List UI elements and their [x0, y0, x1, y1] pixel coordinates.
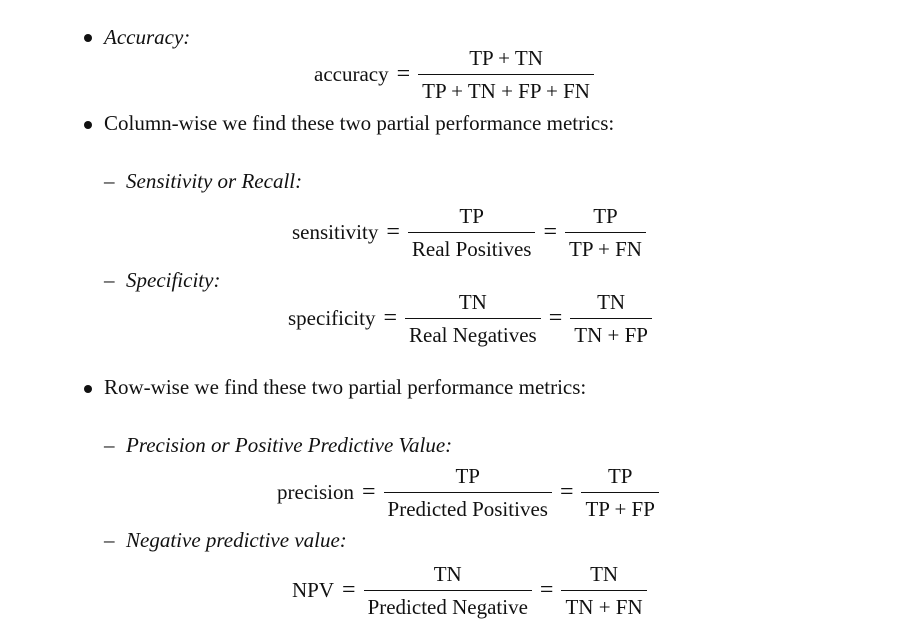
sensitivity-formula [292, 200, 646, 264]
dash-marker: – [104, 268, 115, 292]
column-wise-text: Column-wise we find these two partial performance metrics: [104, 111, 615, 135]
denominator: TN + FN [561, 590, 646, 620]
denominator: Predicted Positives [384, 492, 552, 522]
formula-lhs: precision [277, 479, 354, 504]
denominator: TP + TN + FP + FN [418, 74, 594, 104]
fraction [570, 289, 652, 348]
specificity-heading: Specificity: [126, 268, 221, 292]
dash-marker: – [104, 169, 115, 193]
numerator: TN [590, 561, 619, 586]
equals-sign: = [383, 304, 398, 331]
denominator: TP + FP [581, 492, 658, 522]
equals-sign: = [559, 478, 574, 505]
fraction [405, 289, 541, 348]
equals-sign: = [386, 218, 400, 245]
bullet-marker [84, 34, 92, 42]
accuracy-heading: Accuracy: [104, 25, 191, 49]
fraction [384, 463, 552, 522]
numerator: TP + TN [469, 45, 543, 70]
formula-lhs: sensitivity [292, 219, 379, 244]
fraction [565, 203, 646, 262]
bullet-marker [84, 121, 92, 129]
denominator: TN + FP [570, 318, 652, 348]
denominator: Real Positives [408, 232, 536, 262]
npv-formula [292, 558, 647, 622]
formula-lhs: accuracy [314, 61, 389, 86]
npv-heading: Negative predictive value: [126, 528, 347, 552]
formula-lhs: NPV [292, 577, 335, 602]
numerator: TP [607, 463, 633, 488]
equals-sign: = [539, 576, 554, 603]
equals-sign: = [548, 304, 563, 331]
fraction [561, 561, 646, 620]
numerator: TP [593, 203, 618, 228]
accuracy-formula [314, 42, 594, 106]
denominator: Real Negatives [405, 318, 541, 348]
fraction [408, 203, 536, 262]
sensitivity-heading: Sensitivity or Recall: [126, 169, 303, 193]
specificity-formula [288, 286, 652, 350]
fraction [418, 45, 594, 104]
equals-sign: = [342, 576, 356, 603]
formula-lhs: specificity [288, 305, 376, 330]
equals-sign: = [361, 478, 376, 505]
denominator: Predicted Negative [364, 590, 532, 620]
precision-formula [277, 460, 659, 524]
denominator: TP + FN [565, 232, 646, 262]
row-wise-text: Row-wise we find these two partial performance metrics: [104, 375, 587, 399]
dash-marker: – [104, 528, 115, 552]
dash-marker: – [104, 433, 115, 457]
equals-sign: = [543, 218, 558, 245]
numerator: TN [433, 561, 462, 586]
numerator: TN [597, 289, 626, 314]
numerator: TP [459, 203, 484, 228]
numerator: TN [458, 289, 487, 314]
precision-heading: Precision or Positive Predictive Value: [126, 433, 453, 457]
numerator: TP [455, 463, 480, 488]
equals-sign: = [396, 60, 411, 87]
fraction [364, 561, 532, 620]
bullet-marker [84, 385, 92, 393]
fraction [581, 463, 658, 522]
